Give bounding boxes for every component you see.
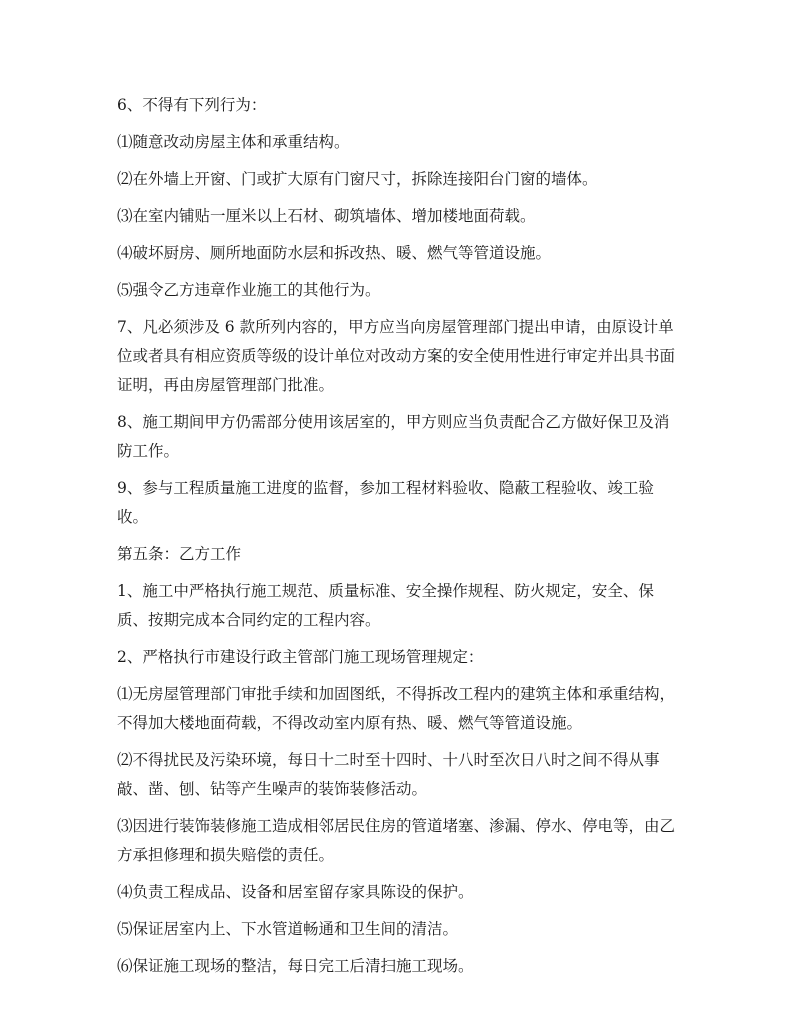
document-body [117, 91, 682, 989]
paragraph-article5-item-1: 1、施工中严格执行施工规范、质量标准、安全操作规程、防火规定，安全、保质、按期完成本合同约定的工程内容。 [117, 582, 654, 629]
paragraph-article5-subitem-2: ⑵不得扰民及污染环境，每日十二时至十四时、十八时至次日八时之间不得从事敲、凿、刨、钻等产生噪声的装饰装修活动。 [117, 751, 660, 798]
paragraph-item-9: 9、参与工程质量施工进度的监督，参加工程材料验收、隐蔽工程验收、竣工验收。 [117, 479, 654, 526]
paragraph-article5-subitem-3: ⑶因进行装饰装修施工造成相邻居民住房的管道堵塞、渗漏、停水、停电等，由乙方承担修理和损失赔偿的责任。 [117, 817, 676, 864]
paragraph-article5-subitem-1: ⑴无房屋管理部门审批手续和加固图纸，不得拆改工程内的建筑主体和承重结构，不得加大楼地面荷载，不得改动室内原有热、暖、燃气等管道设施。 [117, 685, 676, 732]
paragraph-article5-subitem-4: ⑷负责工程成品、设备和居室留存家具陈设的保护。 [117, 883, 474, 901]
paragraph-article5-subitem-5: ⑸保证居室内上、下水管道畅通和卫生间的清洁。 [117, 920, 459, 938]
paragraph-subitem-4: ⑷破坏厨房、厕所地面防水层和拆改热、暖、燃气等管道设施。 [117, 244, 552, 262]
paragraph-article5-item-2: 2、严格执行市建设行政主管部门施工现场管理规定： [117, 648, 484, 666]
paragraph-subitem-3: ⑶在室内铺贴一厘米以上石材、砌筑墙体、增加楼地面荷载。 [117, 207, 536, 225]
paragraph-item-6-heading: 6、不得有下列行为： [117, 96, 267, 114]
paragraph-item-7: 7、凡必须涉及 6 款所列内容的，甲方应当向房屋管理部门提出申请，由原设计单位或者具有相应资质等级的设计单位对改动方案的安全使用性进行审定并出具书面证明，再由房屋管理部门批准。 [117, 318, 676, 394]
paragraph-item-8: 8、施工期间甲方仍需部分使用该居室的，甲方则应当负责配合乙方做好保卫及消防工作。 [117, 413, 670, 460]
paragraph-subitem-1: ⑴随意改动房屋主体和承重结构。 [117, 133, 350, 151]
section-heading-article-5: 第五条：乙方工作 [117, 545, 242, 563]
paragraph-subitem-2: ⑵在外墙上开窗、门或扩大原有门窗尺寸，拆除连接阳台门窗的墙体。 [117, 170, 598, 188]
paragraph-subitem-5: ⑸强令乙方违章作业施工的其他行为。 [117, 281, 381, 299]
paragraph-article5-subitem-6: ⑹保证施工现场的整洁，每日完工后清扫施工现场。 [117, 957, 474, 975]
